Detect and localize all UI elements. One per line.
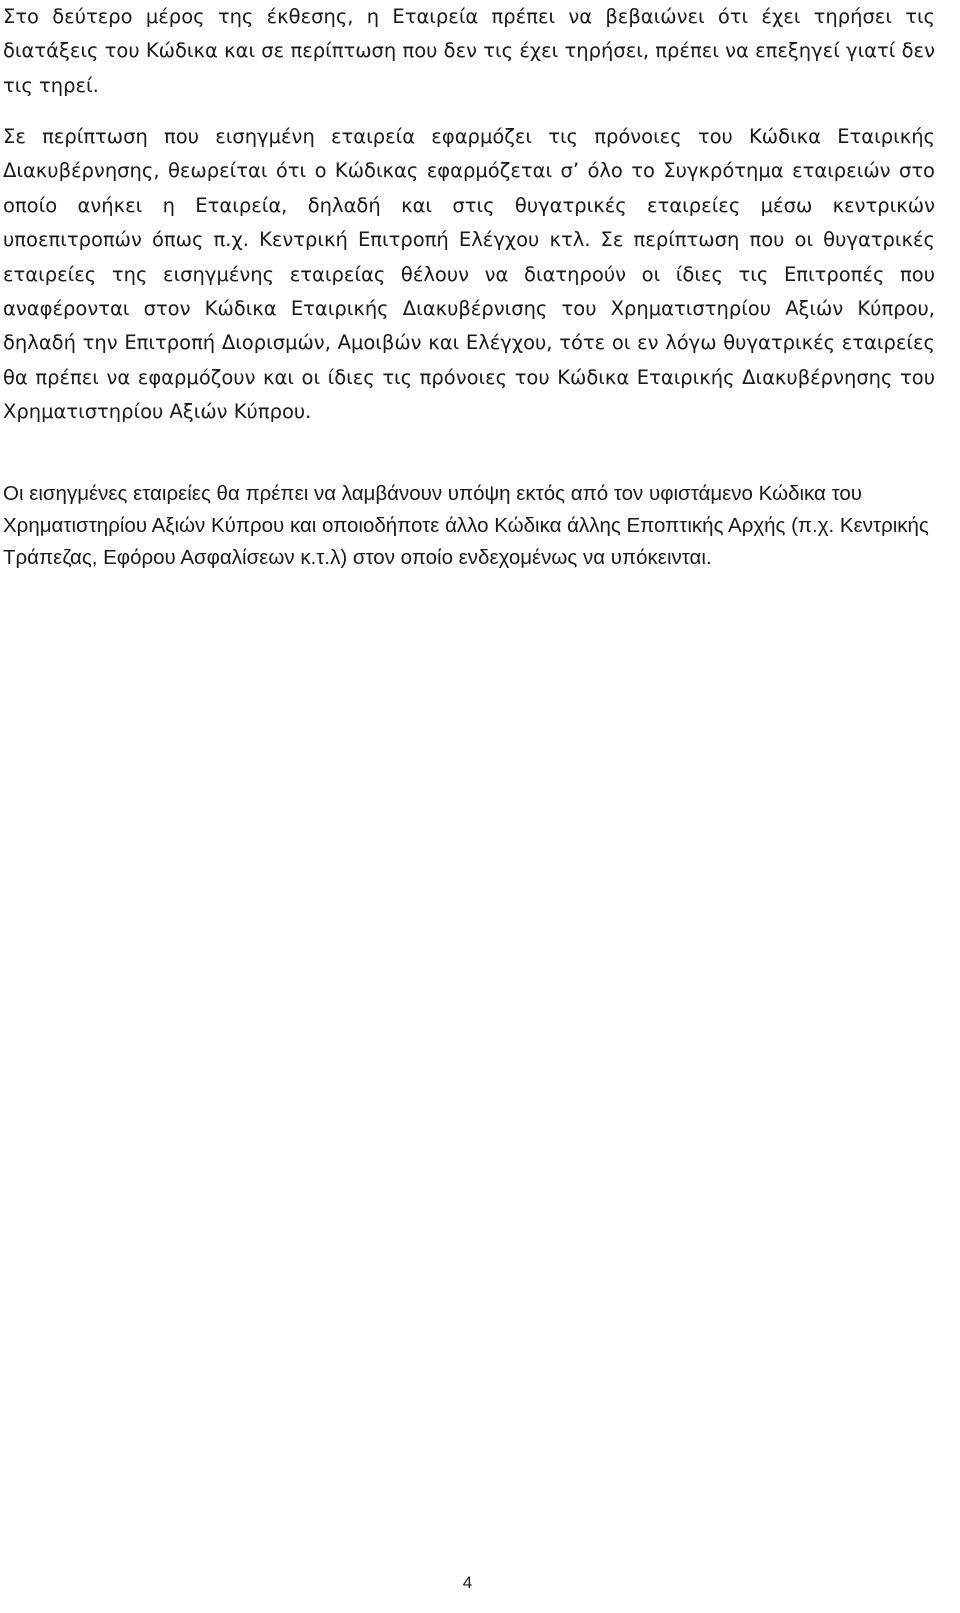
paragraph-other-codes: Οι εισηγμένες εταιρείες θα πρέπει να λαμβάνουν υπόψη εκτός από τον υφιστάμενο Κώδικα του Χρηματιστηρίου Αξιών Κύπρου και οποιοδήποτε άλλο Κώδικα άλλης Εποπτικής Αρχής (π.χ. Κεντρικής Τράπεζας, Εφόρου Ασφαλίσεων κ.τ.λ) στον οποίο ενδεχομένως να υπόκεινται. [3, 482, 929, 570]
paragraph-group-application: Σε περίπτωση που εισηγμένη εταιρεία εφαρμόζει τις πρόνοιες του Κώδικα Εταιρικής Διακυβέρνησης, θεωρείται ότι ο Κώδικας εφαρμόζεται σ’ όλο το Συγκρότημα εταιρειών στο οποίο ανήκει η Εταιρεία, δηλαδή και στις θυγατρικές εταιρείες μέσω κεντρικών υποεπιτροπών όπως π.χ. Κεντρική Επιτροπή Ελέγχου κτλ. Σε περίπτωση που οι θυγατρικές εταιρείες της εισηγμένης εταιρείας θέλουν να διατηρούν οι ίδιες τις Επιτροπές που αναφέρονται στον Κώδικα Εταιρικής Διακυβέρνισης του Χρηματιστηρίου Αξιών Κύπρου, δηλαδή την Επιτροπή Διορισμών, Αμοιβών και Ελέγχου, τότε οι εν λόγω θυγατρικές εταιρείες θα πρέπει να εφαρμόζουν και οι ίδιες τις πρόνοιες του Κώδικα Εταιρικής Διακυβέρνησης του Χρηματιστηρίου Αξιών Κύπρου. [3, 125, 935, 424]
page-number: 4 [462, 1573, 473, 1592]
paragraph-report-second-part: Στο δεύτερο μέρος της έκθεσης, η Εταιρεία πρέπει να βεβαιώνει ότι έχει τηρήσει τις διατάξεις του Κώδικα και σε περίπτωση που δεν τις έχει τηρήσει, πρέπει να επεξηγεί γιατί δεν τις τηρεί. [3, 5, 935, 97]
